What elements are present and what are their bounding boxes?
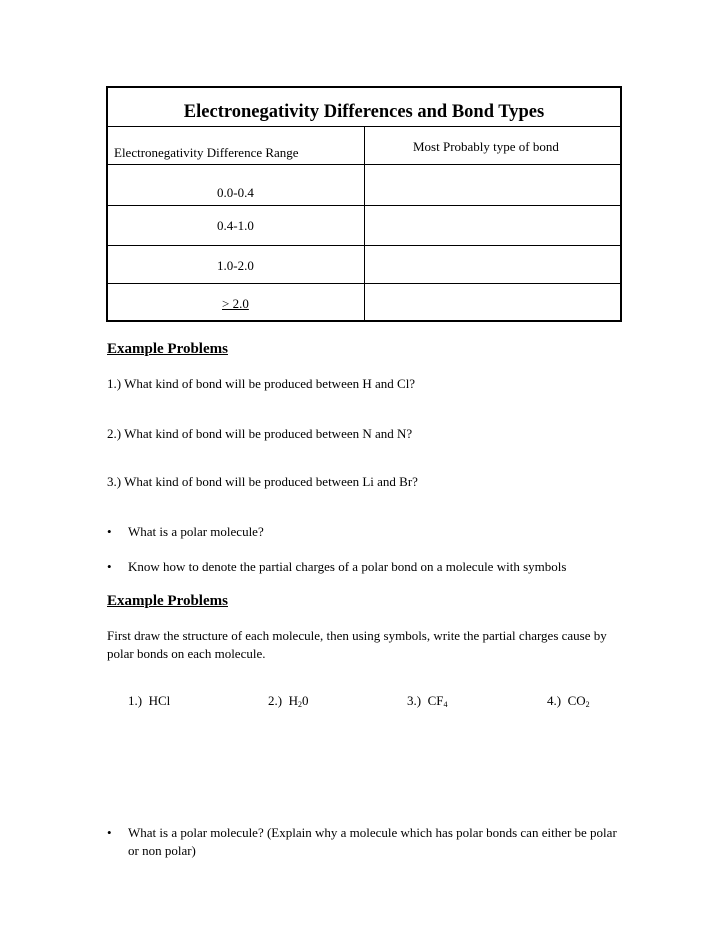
bullet-item: What is a polar molecule?	[128, 524, 264, 539]
range-cell: 0.0-0.4	[217, 185, 254, 200]
question-2: 2.) What kind of bond will be produced between N and N?	[107, 426, 413, 441]
col2-header: Most Probably type of bond	[413, 139, 559, 154]
range-cell: 0.4-1.0	[217, 218, 254, 233]
bullet-icon: •	[107, 559, 112, 574]
section-heading: Example Problems	[107, 341, 228, 357]
molecule-1: 1.) HCl	[128, 693, 171, 708]
bullet-icon: •	[107, 825, 112, 840]
range-cell: > 2.0	[222, 296, 249, 311]
bullet-icon: •	[107, 524, 112, 539]
electronegativity-table	[106, 86, 622, 322]
molecule-4: 4.) $CO_2$	[547, 693, 590, 709]
table-title: Electronegativity Differences and Bond Types	[183, 102, 545, 122]
col1-header: Electronegativity Difference Range	[114, 145, 299, 160]
bullet-item: What is a polar molecule? (Explain why a molecule which has polar bonds can either be polar or non polar)	[128, 825, 617, 858]
molecule-3: 3.) $CF_4$	[407, 693, 448, 709]
section-heading: Example Problems	[107, 593, 228, 609]
table-column-divider	[364, 126, 365, 320]
molecule-2: 2.) $H_20$	[268, 693, 309, 709]
instructions-text: First draw the structure of each molecule, then using symbols, write the partial charges cause by polar bonds on each molecule.	[107, 628, 607, 661]
question-3: 3.) What kind of bond will be produced between Li and Br?	[107, 474, 418, 489]
question-1: 1.) What kind of bond will be produced between H and Cl?	[107, 376, 416, 391]
range-cell: 1.0-2.0	[217, 258, 254, 273]
bullet-item: Know how to denote the partial charges of a polar bond on a molecule with symbols	[128, 559, 567, 574]
